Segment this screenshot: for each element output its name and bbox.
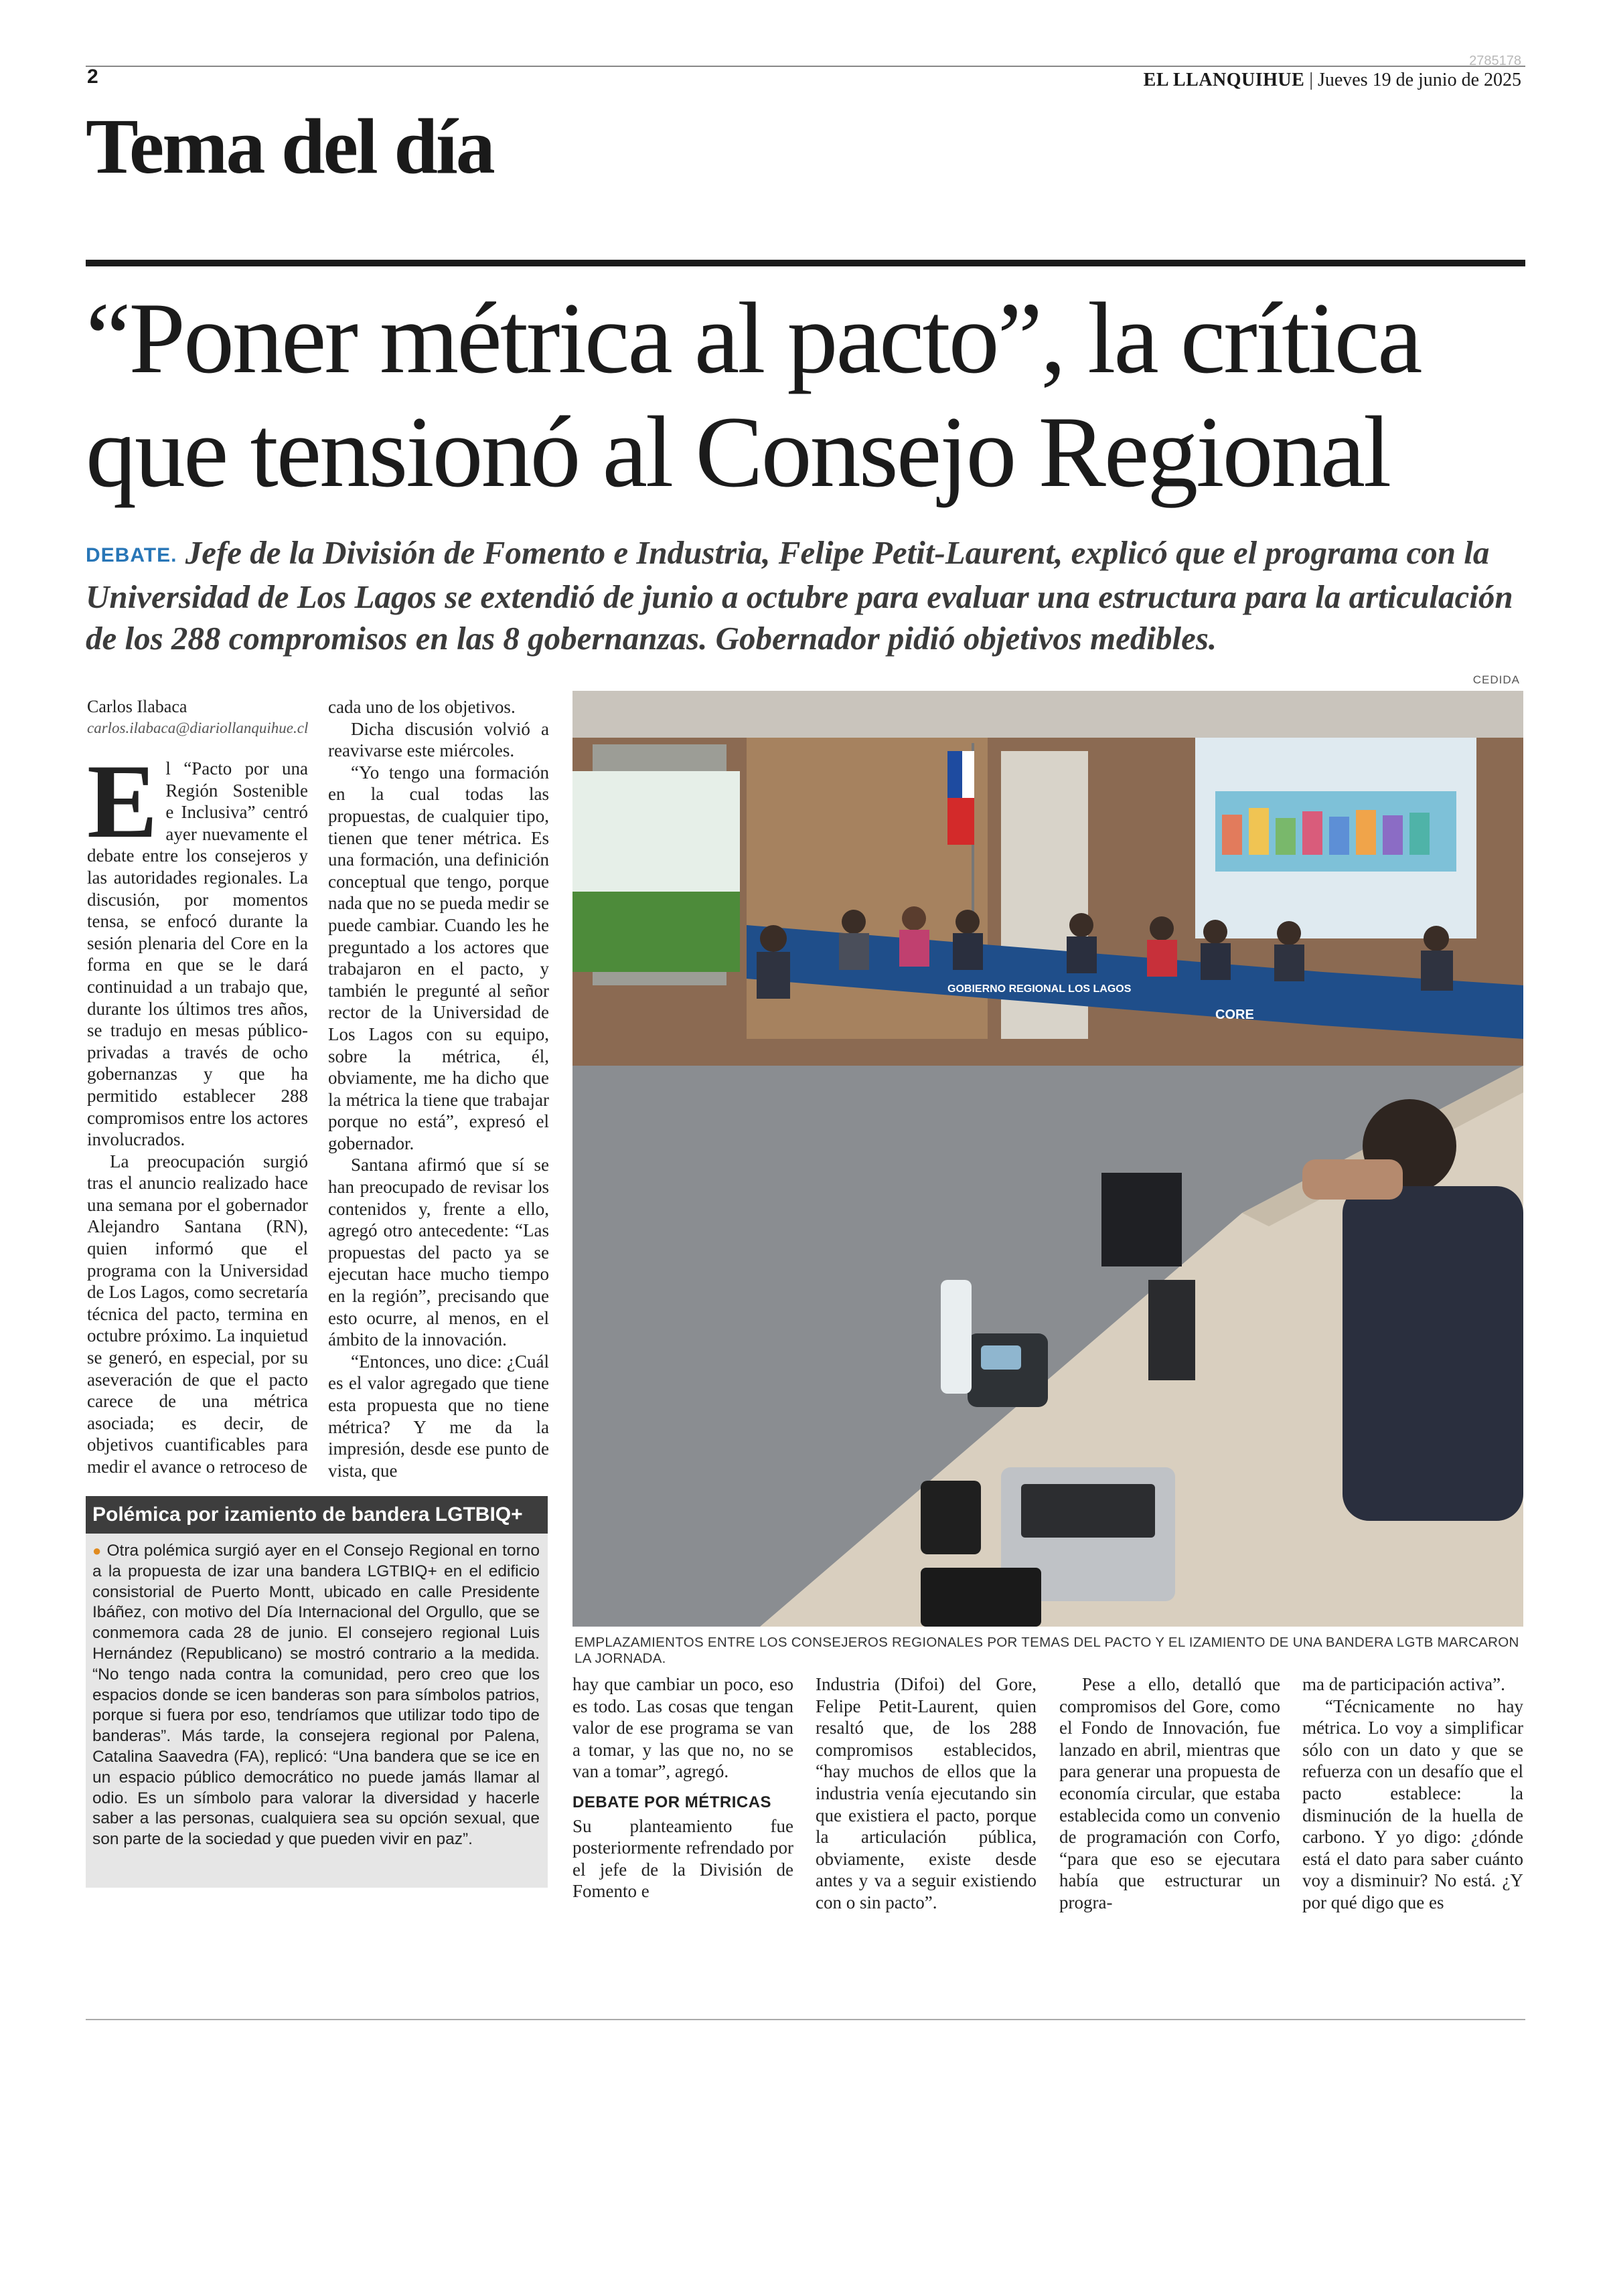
headline-rule xyxy=(86,260,1525,266)
bottom-rule xyxy=(86,2019,1525,2020)
column-3 xyxy=(572,1673,793,1902)
column-4 xyxy=(816,1673,1037,1914)
photo-caption: EMPLAZAMIENTOS ENTRE LOS CONSEJEROS REGIONALES POR TEMAS DEL PACTO Y EL IZAMIENTO DE UNA BANDERA LGTB MARCARON LA JORNADA. xyxy=(575,1635,1519,1666)
sidebar-title: Polémica por izamiento de bandera LGTBIQ+ xyxy=(86,1496,548,1534)
author-email: carlos.ilabaca@diariollanquihue.cl xyxy=(87,720,309,736)
author-name: Carlos Ilabaca xyxy=(87,697,187,716)
paragraph: hay que cambiar un poco, eso es todo. Las cosas que tengan valor de ese programa se van a tomar, y las que no, no se van a tomar”, agregó. xyxy=(572,1674,793,1782)
paragraph: La preocupación surgió tras el anuncio realizado hace una semana por el gobernador Alejandro Santana (RN), quien informó que el programa con la Universidad de Los Lagos, como secretaría técnica del pacto, termina en octubre próximo. La inquietud se generó, en especial, por su aseveración de que el pacto carece de una métrica asociada; es decir, de objetivos cuantificables para medir el avance o retroceso de xyxy=(87,1151,308,1477)
paragraph: Dicha discusión volvió a reavivarse este miércoles. xyxy=(328,718,549,761)
newspaper-dateline: EL LLANQUIHUE | Jueves 19 de junio de 2025 xyxy=(1143,70,1521,90)
paragraph: “Técnicamente no hay métrica. Lo voy a simplificar sólo con un dato y que se refuerza con un desafío que el pacto establece: la disminución de la huella de carbono. Y yo digo: ¿dónde está el dato para saber cuánto voy a disminuir? No está. ¿Y por qué digo que es xyxy=(1302,1696,1523,1912)
paragraph: “Yo tengo una formación en la cual todas las propuestas, de cualquier tipo, tienen que tener métrica. Es una formación, una definición conceptual que tengo, porque nada que no se pueda medir se puede cambiar. Cuando les he preguntado a los actores que trabajaron en el pacto, y también le pregunté al señor rector de la Universidad de Los Lagos con su equipo, sobre la métrica, él, obviamente, me ha dicho que la métrica la tiene que trabajar porque no está”, expresó el gobernador. xyxy=(328,762,549,1153)
bullet-icon: ● xyxy=(92,1542,107,1559)
deck xyxy=(86,532,1525,659)
subheading: DEBATE POR MÉTRICAS xyxy=(572,1793,772,1811)
paragraph: ma de participación activa”. xyxy=(1302,1674,1505,1694)
meeting-photo xyxy=(572,691,1523,1627)
paragraph: “Entonces, uno dice: ¿Cuál es el valor agregado que tiene esta propuesta que no tiene métrica? Y me da la impresión, desde ese punto de vista, que xyxy=(328,1351,549,1481)
kicker: DEBATE. xyxy=(86,544,177,566)
paragraph: Su planteamiento fue posteriormente refrendado por el jefe de la División de Fomento e xyxy=(572,1815,793,1902)
paragraph: Santana afirmó que sí se han preocupado de revisar los contenidos y, frente a ello, agregó otro antecedente: “Las propuestas del pacto ya se ejecutan hace mucho tiempo en la región”, precisando que esto ocurre, al menos, en el ámbito de la innovación. xyxy=(328,1155,549,1350)
column-6 xyxy=(1302,1673,1523,1914)
banner-text: GOBIERNO REGIONAL LOS LAGOS xyxy=(947,983,1132,995)
column-5 xyxy=(1059,1673,1280,1914)
page-number: 2 xyxy=(87,66,98,88)
paragraph: El “Pacto por una Región Sostenible e Inclusiva” centró ayer nuevamente el debate entre los consejeros y las autoridades regionales. La discusión, por momentos tensa, se enfocó durante la sesión plenaria del Core en la forma en que se le dará continuidad a un trabajo que, durante los últimos tres años, se tradujo en mesas público-privadas a través de ocho gobernanzas y que ha permitido establecer 288 compromisos entre los actores involucrados. xyxy=(87,743,308,1150)
meeting-illustration xyxy=(572,691,1523,1627)
core-logo-text: CORE xyxy=(1215,1007,1254,1022)
photo-credit: CEDIDA xyxy=(1472,673,1520,686)
top-rule xyxy=(86,66,1525,67)
paragraph: cada uno de los objetivos. xyxy=(328,697,516,717)
drop-cap: E xyxy=(87,743,158,860)
headline: “Poner métrica al pacto”, la crítica que tensionó al Consejo Regional xyxy=(86,282,1421,508)
column-2 xyxy=(328,696,549,1481)
section-title: Tema del día xyxy=(86,102,493,190)
byline xyxy=(87,696,308,739)
page-folio: 2785178 xyxy=(1469,54,1521,68)
deck-text: Jefe de la División de Fomento e Industria, Felipe Petit-Laurent, explicó que el programa con la Universidad de Los Lagos se extendió de junio a octubre para evaluar una estructura para la articulación de los 288 compromisos en las 8 gobernanzas. Gobernador pidió objetivos medibles. xyxy=(86,534,1513,657)
sidebar-text: ● Otra polémica surgió ayer en el Consejo Regional en torno a la propuesta de izar una bandera LGTBIQ+ en el edificio consistorial de Puerto Montt, ubicado en calle Presidente Ibáñez, con motivo del Día Internacional del Orgullo, que se conmemora cada 28 de junio. El consejero regional Luis Hernández (Republicano) se mostró contrario a la medida. “No tengo nada contra la comunidad, pero creo que los espacios donde se icen banderas son para símbolos patrios, porque si fuera por eso, tendríamos que utilizar todo tipo de banderas”. Más tarde, la consejera regional por Palena, Catalina Saavedra (FA), replicó: “Una bandera que se ice en un espacio público democrático no puede jamás llamar al odio. Es un símbolo para valorar la diversidad y hacerle saber a las personas, cualquiera sea su opción sexual, que son parte de la sociedad y que pueden vivir en paz”. xyxy=(92,1542,540,1849)
issue-date: Jueves 19 de junio de 2025 xyxy=(1317,70,1521,90)
column-1 xyxy=(87,696,308,1478)
paragraph: Pese a ello, detalló que compromisos del Gore, como el Fondo de Innovación, fue lanzado en abril, mientras que para generar una propuesta de economía circular, que estaba establecida como un convenio de programación con Corfo, “para que eso se ejecutara había que estructurar un progra- xyxy=(1059,1674,1280,1912)
newspaper-name: EL LLANQUIHUE xyxy=(1143,70,1305,90)
paragraph: Industria (Difoi) del Gore, Felipe Petit-Laurent, quien resaltó que, de los 288 compromisos establecidos, “hay muchos de ellos que la industria venía ejecutando sin que existiera el pacto, porque la articulación pública, obviamente, existe desde antes y va a seguir existiendo con o sin pacto”. xyxy=(816,1674,1037,1912)
